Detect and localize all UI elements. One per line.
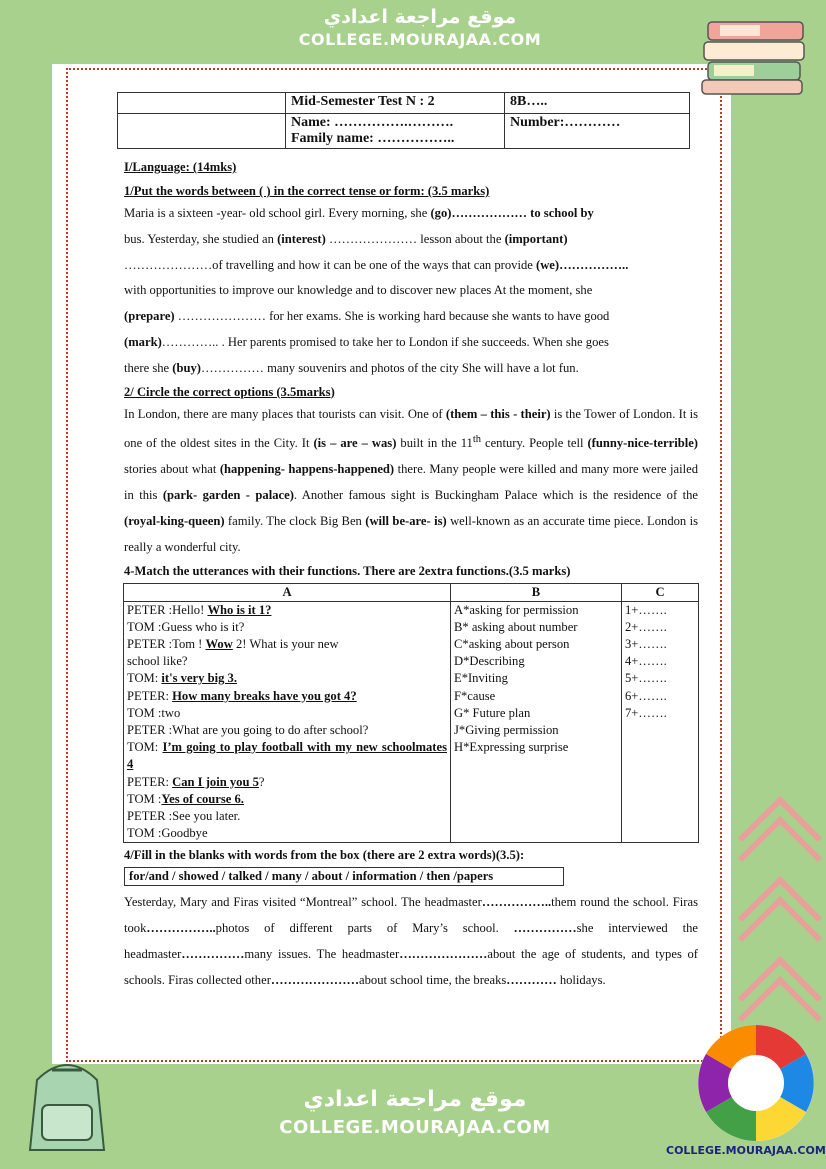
section-title-language: I/Language: (14mks) (124, 160, 237, 174)
match-header-b: B (451, 583, 622, 601)
exam-content (124, 157, 698, 994)
site-banner-arabic: موقع مراجعة اعدادي (323, 6, 517, 28)
test-header-table (117, 92, 690, 149)
name-field: Name: …………….………. (291, 115, 454, 130)
q4-paragraph: Yesterday, Mary and Firas visited “Montreal” school. The headmaster……………..them round the school. Firas took……………..photos of different parts of Mary’s school. ……………she interviewed the headmaster……………many issues. The headmaster…………………about the age of students, and types of schools. Firas collected other…………………about school time, the breaks………… holidays. (124, 895, 698, 987)
function-item: E*Inviting (454, 671, 508, 686)
dialogue-line: TOM :Yes of course 6. (127, 791, 244, 806)
footer-site-url[interactable]: COLLEGE.MOURAJAA.COM (666, 1144, 826, 1157)
answer-slot: 5+……. (625, 671, 667, 686)
answer-slot: 1+……. (625, 602, 667, 617)
dialogue-line: TOM: I’m going to play football with my new schoolmates 4 (127, 740, 447, 772)
q2-paragraph: In London, there are many places that tourists can visit. One of (them – this - their) is the Tower of London. It is one of the oldest sites in the City. It (is – are – was) built in the 11th century. People tell (funny-nice-terrible) stories about what (happening- happens-happened) there. Many people were killed and many more were jailed in this (park- garden - palace). Another famous sight is Buckingham Palace which is the residence of the (royal-king-queen) family. The clock Big Ben (will be-are- is) well-known as an accurate time piece. London is really a wonderful city. (124, 406, 699, 554)
answer-slot: 6+……. (625, 688, 667, 703)
chevron-decoration-icon (735, 790, 825, 1040)
subjects-wheel-icon (695, 1022, 817, 1144)
function-item: F*cause (454, 688, 496, 703)
dialogue-column (124, 601, 451, 843)
site-banner-bottom[interactable] (275, 1085, 555, 1141)
function-item: C*asking about person (454, 636, 570, 651)
dialogue-line: TOM :two (127, 705, 181, 720)
answers-column (622, 601, 699, 843)
q1-paragraph: Maria is a sixteen -year- old school girl. Every morning, she (go)……………… to school by bus. Yesterday, she studied an (interest) ………………… lesson about the (important) …………………of travelling and how it can be one of the ways that can provide (we)…………….. with opportunities to improve our knowledge and to discover new places At the moment, she (prepare) ………………… for her exams. She is working hard because she wants to have good (mark)………….. . Her parents promised to take her to London if she succeeds. When she goes there she (buy)…………… many souvenirs and photos of the city She will have a lot fun. (124, 206, 629, 375)
match-table (123, 583, 699, 844)
number-field: Number:………… (505, 114, 690, 149)
dialogue-line: TOM :Guess who is it? (127, 619, 245, 634)
dialogue-line: PETER :Hello! Who is it 1? (127, 602, 272, 617)
site-banner-top[interactable] (295, 4, 545, 56)
q3-title: 4-Match the utterances with their functions. There are 2extra functions.(3.5 marks) (124, 563, 571, 578)
dialogue-line: TOM: it's very big 3. (127, 671, 237, 686)
test-title: Mid-Semester Test N : 2 (286, 93, 505, 114)
class-field: 8B….. (505, 93, 690, 114)
answer-slot: 2+……. (625, 619, 667, 634)
dialogue-line: school like? (127, 654, 188, 669)
dialogue-line: PETER :See you later. (127, 808, 241, 823)
books-icon (700, 14, 820, 96)
family-name-field: Family name: …………….. (291, 131, 455, 146)
answer-slot: 7+……. (625, 705, 667, 720)
function-item: B* asking about number (454, 619, 578, 634)
function-item: D*Describing (454, 654, 525, 669)
function-item: H*Expressing surprise (454, 740, 569, 755)
dialogue-line: PETER: Can I join you 5? (127, 774, 265, 789)
q1-title: 1/Put the words between ( ) in the correct tense or form: (3.5 marks) (124, 184, 490, 198)
dialogue-line: PETER: How many breaks have you got 4? (127, 688, 357, 703)
functions-column (451, 601, 622, 843)
match-header-a: A (124, 583, 451, 601)
word-box: for/and / showed / talked / many / about / information / then /papers (124, 867, 564, 886)
school-bag-icon (12, 1050, 122, 1160)
site-banner-url: COLLEGE.MOURAJAA.COM (298, 30, 542, 49)
site-banner-bottom-url: COLLEGE.MOURAJAA.COM (279, 1117, 551, 1138)
dialogue-line: TOM :Goodbye (127, 826, 208, 841)
function-item: J*Giving permission (454, 722, 559, 737)
site-banner-bottom-arabic: موقع مراجعة اعدادي (303, 1087, 527, 1112)
match-header-c: C (622, 583, 699, 601)
answer-slot: 4+……. (625, 654, 667, 669)
q2-title: 2/ Circle the correct options (3.5marks) (124, 384, 335, 399)
function-item: G* Future plan (454, 705, 531, 720)
dialogue-line: PETER :Tom ! Wow 2! What is your new (127, 636, 339, 651)
answer-slot: 3+……. (625, 636, 667, 651)
dialogue-line: PETER :What are you going to do after school? (127, 722, 369, 737)
function-item: A*asking for permission (454, 602, 579, 617)
q4-title: 4/Fill in the blanks with words from the box (there are 2 extra words)(3.5): (124, 848, 525, 863)
